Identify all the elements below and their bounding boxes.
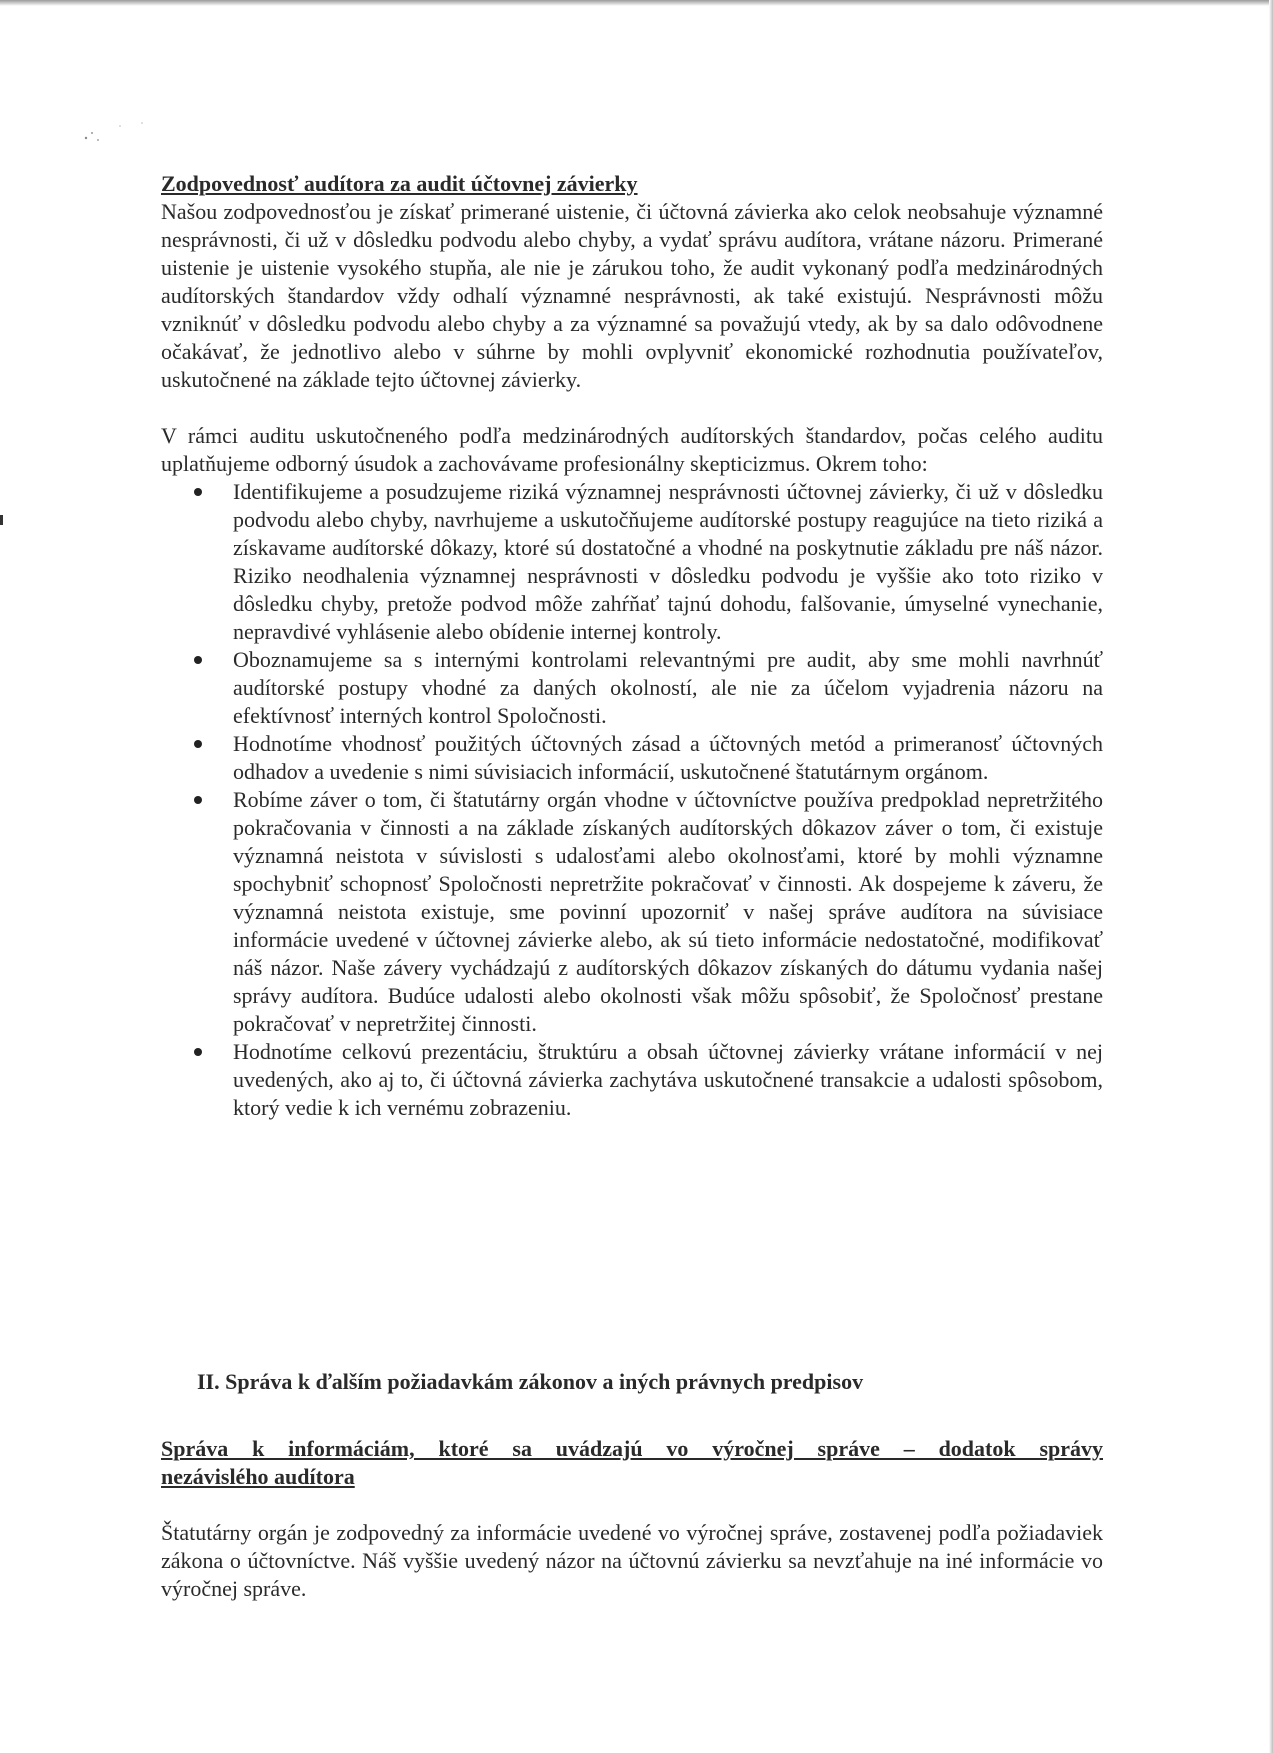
procedures-intro-paragraph: V rámci auditu uskutočneného podľa medzinárodných audítorských štandardov, počas celého auditu uplatňujeme odborný úsudok a zachovávame profesionálny skepticizmus. Okrem toho: (161, 423, 1103, 476)
scan-binder-mark (0, 515, 3, 525)
list-item: Hodnotíme celkovú prezentáciu, štruktúru a obsah účtovnej závierky vrátane informácií v nej uvedených, ako aj to, či účtovná závierka zachytáva uskutočnené transakcie a udalosti spôsobom, ktorý vedie k ich vernému zobrazeniu. (161, 1038, 1103, 1122)
scan-artifact (80, 118, 180, 148)
responsibility-paragraph: Našou zodpovednosťou je získať primerané uistenie, či účtovná závierka ako celok neobsahuje významné nesprávnosti, či už v dôsledku podvodu alebo chyby, a vydať správu audítora, vrátane názoru. Primerané uistenie je uistenie vysokého stupňa, ale nie je zárukou toho, že audit vykonaný podľa medzinárodných audítorských štandardov vždy odhalí významné nesprávnosti, ak také existujú. Nesprávnosti môžu vzniknúť v dôsledku podvodu alebo chyby a za významné sa považujú vtedy, ak by sa dalo odôvodnene očakávať, že jednotlivo alebo v súhrne by mohli ovplyvniť ekonomické rozhodnutia používateľov, uskutočnené na základe tejto účtovnej závierky. (161, 199, 1103, 392)
scan-top-edge (0, 0, 1273, 6)
bullet-icon (194, 656, 202, 664)
section-ii-title: II. Správa k ďalším požiadavkám zákonov a iných právnych predpisov (197, 1369, 864, 1394)
annual-report-paragraph: Štatutárny orgán je zodpovedný za informácie uvedené vo výročnej správe, zostavenej podľa požiadaviek zákona o účtovníctve. Náš vyššie uvedený názor na účtovnú závierku sa nevzťahuje na iné informácie vo výročnej správe. (161, 1520, 1103, 1601)
list-item: Robíme záver o tom, či štatutárny orgán vhodne v účtovníctve používa predpoklad nepretržitého pokračovania v činnosti a na základe získaných audítorských dôkazov záver o tom, či existuje významná neistota v súvislosti s udalosťami alebo okolnosťami, ktoré by mohli významne spochybniť schopnosť Spoločnosti nepretržite pokračovať v činnosti. Ak dospejeme k záveru, že významná neistota existuje, sme povinní upozorniť v našej správe audítora na súvisiace informácie uvedené v účtovnej závierke alebo, ak sú tieto informácie nedostatočné, modifikovať náš názor. Naše závery vychádzajú z audítorských dôkazov získaných do dátumu vydania našej správy audítora. Budúce udalosti alebo okolnosti však môžu spôsobiť, že Spoločnosť prestane pokračovať v nepretržitej činnosti. (161, 786, 1103, 1038)
bullet-icon (194, 1048, 202, 1056)
section-heading: Zodpovednosť audítora za audit účtovnej závierky (161, 171, 638, 196)
auditor-responsibility-section (161, 170, 1103, 1122)
subsection-heading-line2: nezávislého audítora (161, 1464, 355, 1489)
scan-right-edge (1269, 0, 1273, 1753)
list-item: Oboznamujeme sa s internými kontrolami relevantnými pre audit, aby sme mohli navrhnúť audítorské postupy vhodné za daných okolností, ale nie za účelom vyjadrenia názoru na efektívnosť interných kontrol Spoločnosti. (161, 646, 1103, 730)
bullet-icon (194, 796, 202, 804)
procedures-list (161, 478, 1103, 1122)
annual-report-section (161, 1435, 1103, 1603)
list-item: Identifikujeme a posudzujeme riziká významnej nesprávnosti účtovnej závierky, či už v dôsledku podvodu alebo chyby, navrhujeme a uskutočňujeme audítorské postupy reagujúce na tieto riziká a získavame audítorské dôkazy, ktoré sú dostatočné a vhodné na poskytnutie základu pre náš názor. Riziko neodhalenia významnej nesprávnosti v dôsledku podvodu je vyššie ako toto riziko v dôsledku chyby, pretože podvod môže zahŕňať tajnú dohodu, falšovanie, úmyselné vynechanie, nepravdivé vyhlásenie alebo obídenie internej kontroly. (161, 478, 1103, 646)
list-item: Hodnotíme vhodnosť použitých účtovných zásad a účtovných metód a primeranosť účtovných odhadov a uvedenie s nimi súvisiacich informácií, uskutočnené štatutárnym orgánom. (161, 730, 1103, 786)
bullet-icon (194, 740, 202, 748)
subsection-heading-line1: Správa k informáciám, ktoré sa uvádzajú vo výročnej správe – dodatok správy (161, 1436, 1103, 1461)
bullet-icon (194, 488, 202, 496)
